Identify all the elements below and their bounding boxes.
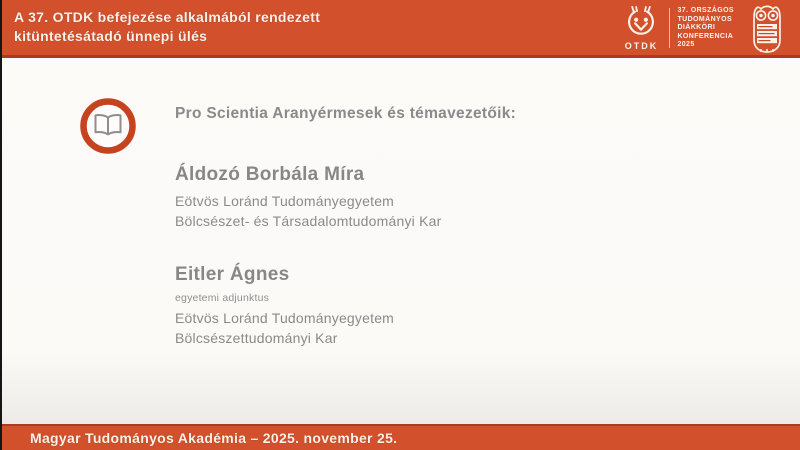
owl-icon (744, 2, 790, 54)
slide-title-line2: kitüntetésátadó ünnepi ülés (14, 28, 208, 44)
main-content (175, 104, 755, 348)
section-title: Pro Scientia Aranyérmesek és témavezetőik: (175, 105, 517, 122)
award-entry (175, 263, 755, 348)
conference-line: DIÁKKÖRI (677, 24, 716, 32)
conference-line: 2025 (677, 41, 695, 49)
owl-mascot-logo (744, 2, 790, 54)
entry-institution: Eötvös Loránd Tudományegyetem (175, 193, 395, 209)
entry-faculty: Bölcsészettudományi Kar (175, 329, 338, 346)
entry-faculty: Bölcsészet- és Társadalomtudományi Kar (175, 212, 442, 229)
entry-institution: Eötvös Loránd Tudományegyetem (175, 310, 395, 326)
otdk-logo-label: OTDK (624, 41, 659, 51)
award-entry (175, 163, 755, 231)
otdk-owl-icon (623, 4, 659, 40)
slide-title (0, 0, 320, 46)
entry-position: egyetemi adjunktus (175, 292, 270, 304)
book-icon (79, 97, 137, 155)
slide-title-line1: A 37. OTDK befejezése alkalmából rendezett (14, 9, 321, 25)
header-bar (0, 0, 800, 58)
logo-divider (669, 8, 670, 48)
conference-line: KONFERENCIA (677, 32, 734, 40)
header-logos (623, 0, 800, 55)
footer-text: Magyar Tudományos Akadémia – 2025. november 25. (30, 430, 398, 446)
entry-name: Áldozó Borbála Míra (175, 164, 365, 185)
otdk-logo (623, 4, 659, 51)
conference-line: 37. ORSZÁGOS (677, 7, 734, 15)
left-edge-artifact (0, 0, 2, 450)
conference-name (677, 7, 734, 50)
entry-name: Eitler Ágnes (175, 264, 290, 285)
footer-bar (0, 424, 800, 450)
conference-line: TUDOMÁNYOS (677, 15, 733, 23)
